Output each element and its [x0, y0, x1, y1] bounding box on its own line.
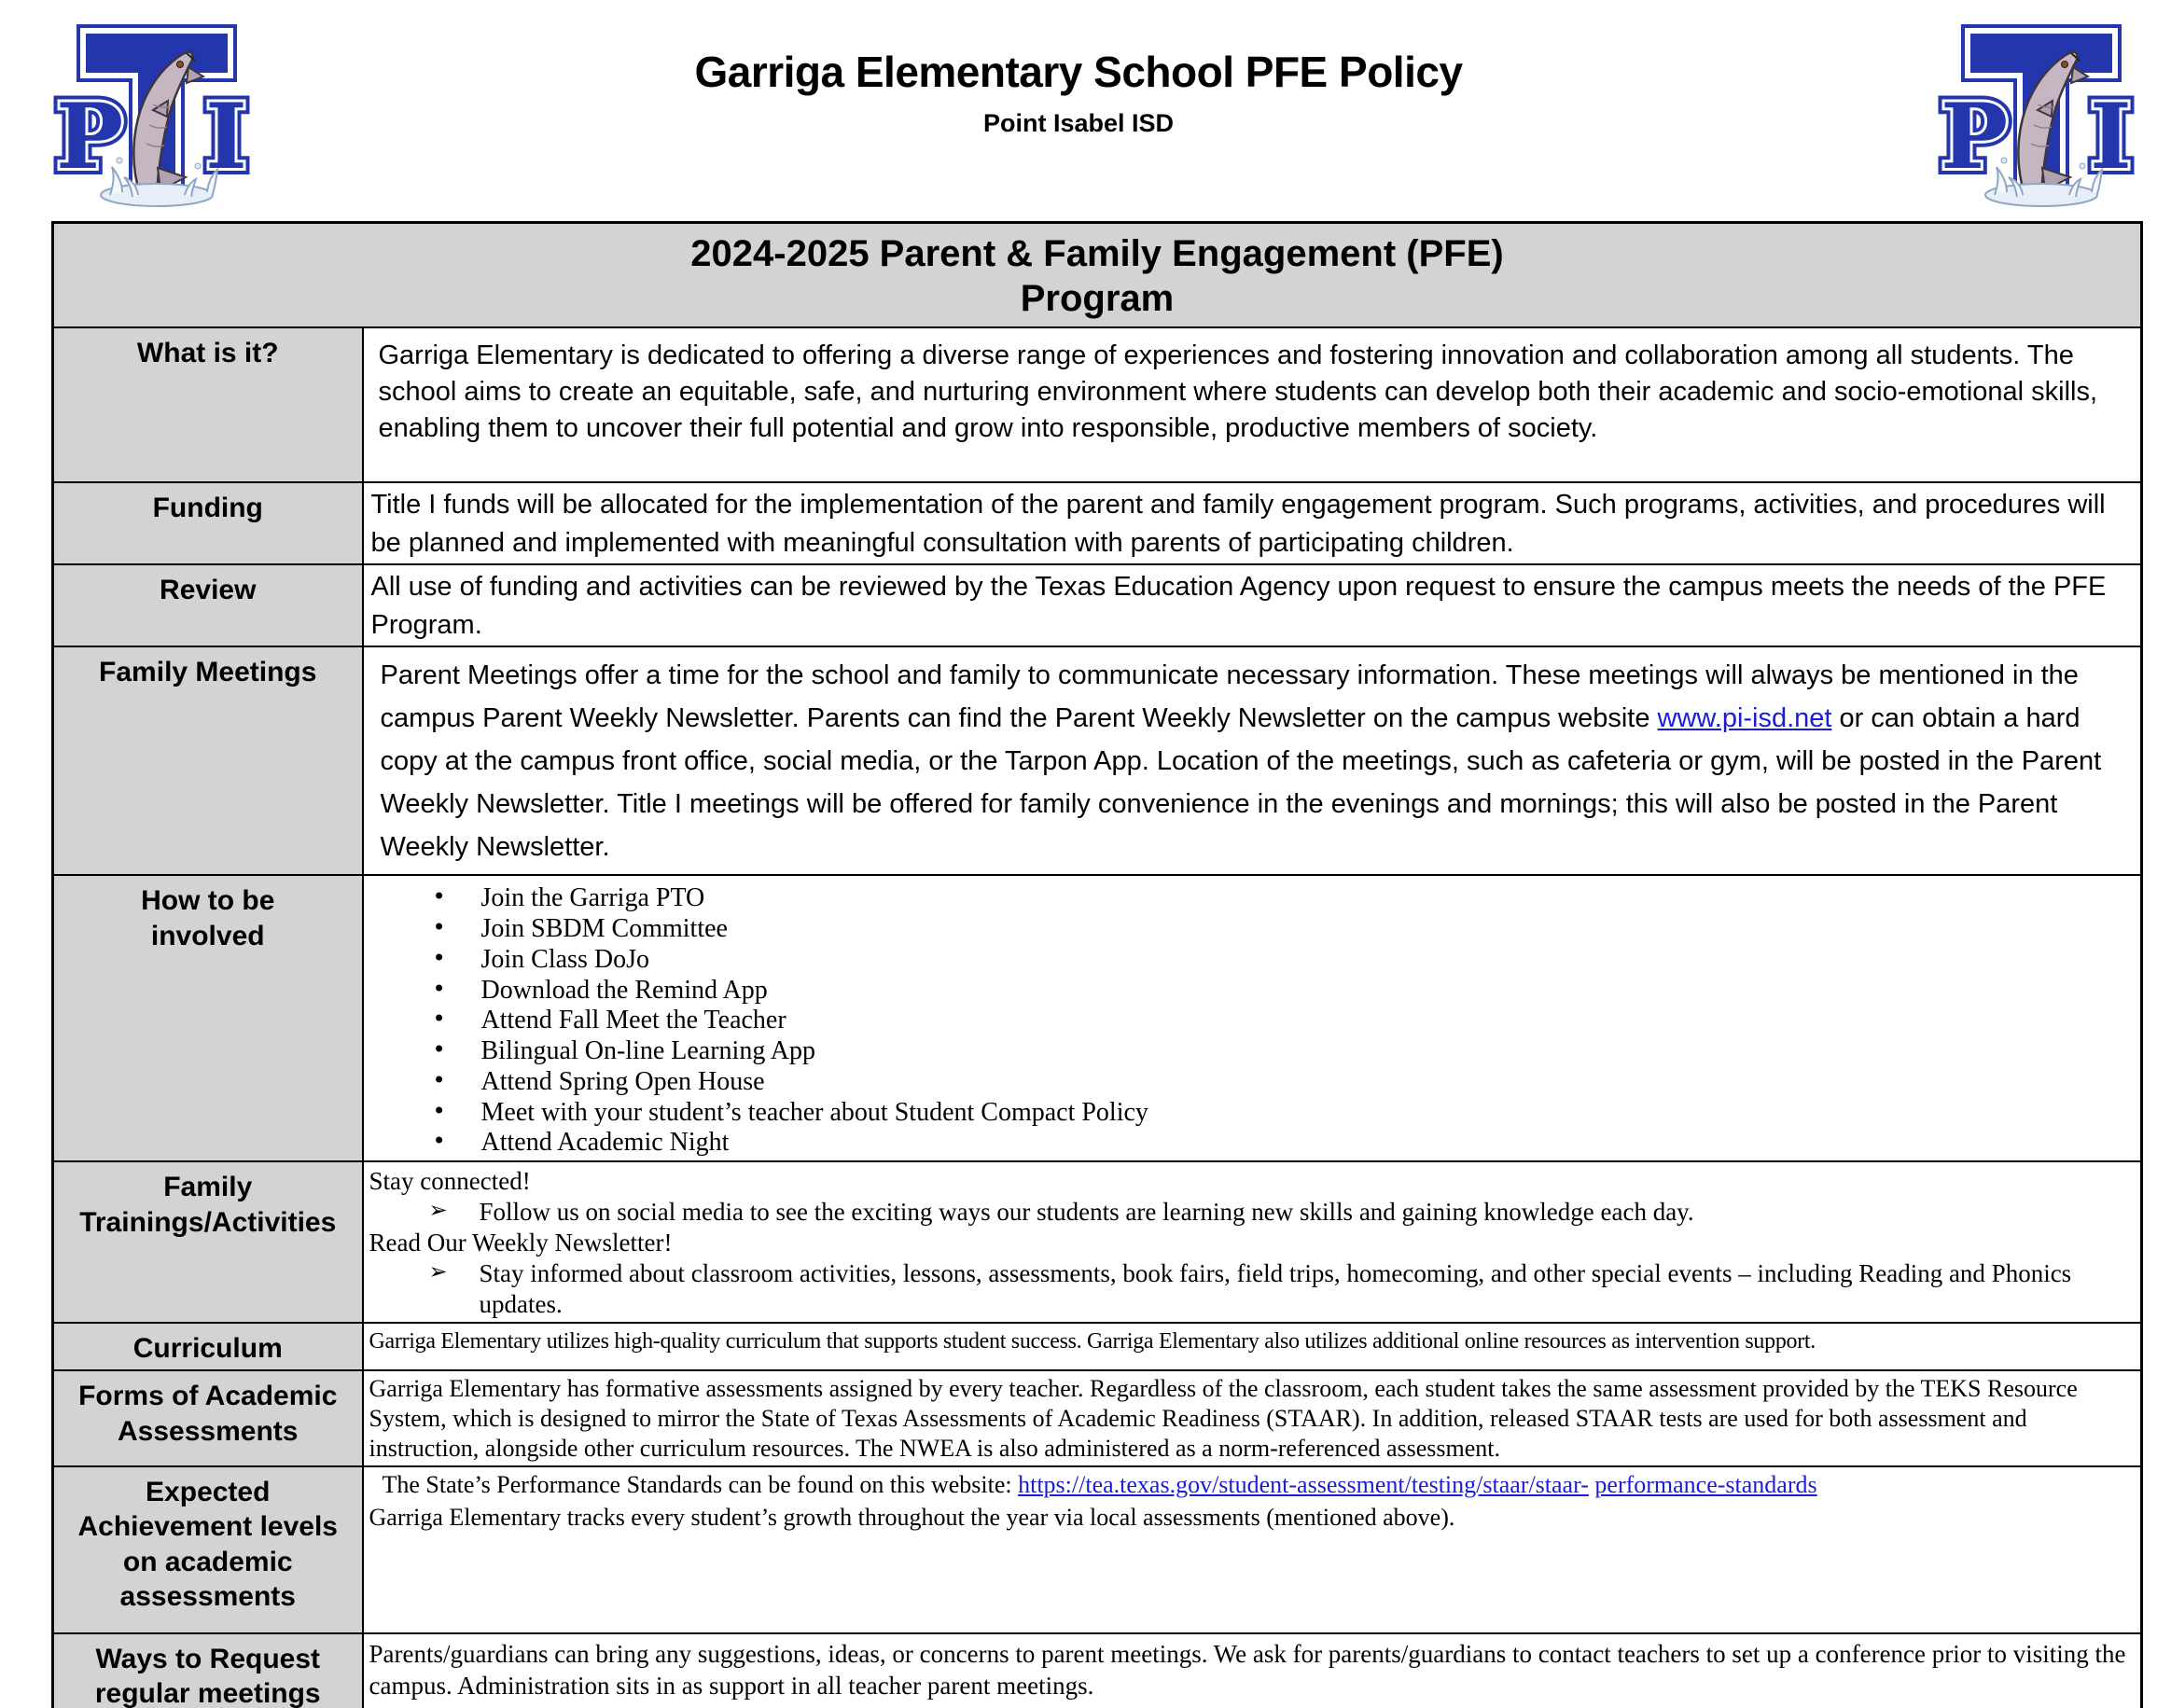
list-item: • Join SBDM Committee	[371, 914, 2134, 945]
row-content-family-meetings	[363, 646, 2142, 875]
list-item: • Attend Academic Night	[371, 1128, 2134, 1159]
row-label-how-involved: How to be involved	[53, 875, 363, 1161]
table-row-funding	[53, 482, 2142, 564]
row-content-review: All use of funding and activities can be reviewed by the Texas Education Agency upon request to ensure the campus meets the needs of the PFE Program.	[363, 564, 2142, 646]
row-label-trainings: Family Trainings/Activities	[53, 1161, 363, 1323]
list-item: • Attend Fall Meet the Teacher	[371, 1006, 2134, 1036]
header-line1: 2024-2025 Parent & Family Engagement (PFE)	[690, 233, 1504, 274]
row-label-curriculum: Curriculum	[53, 1323, 363, 1371]
list-item: • Meet with your student’s teacher about Student Compact Policy	[371, 1098, 2134, 1129]
table-row-expected	[53, 1466, 2142, 1633]
row-content-trainings	[363, 1161, 2142, 1323]
row-content-curriculum: Garriga Elementary utilizes high-quality curriculum that supports student success. Garriga Elementary also utilizes additional online resources as intervention support.	[363, 1323, 2142, 1371]
table-row-forms	[53, 1370, 2142, 1465]
pi-isd-website-link[interactable]: www.pi-isd.net	[1657, 703, 1832, 734]
trainings-item-2: ➢ Stay informed about classroom activities, lessons, assessments, book fairs, field trips, homecoming, and other special events – including Reading and Phonics updates.	[369, 1258, 2132, 1320]
page-subtitle: Point Isabel ISD	[982, 108, 1175, 137]
row-content-expected	[363, 1466, 2142, 1633]
list-item: • Attend Spring Open House	[371, 1067, 2134, 1098]
row-label-review: Review	[53, 564, 363, 646]
family-meetings-text-before: Parent Meetings offer a time for the school and family to communicate necessary information. These meetings will always be mentioned in the campus Parent Weekly Newsletter. Parents can find the Parent Weekly Newsletter on the campus website	[380, 660, 2079, 734]
list-item: • Download the Remind App	[371, 976, 2134, 1007]
table-header-row	[53, 223, 2142, 328]
list-item: • Join Class DoJo	[371, 945, 2134, 976]
header-line2: Program	[1020, 278, 1175, 319]
involvement-list	[371, 883, 2134, 1159]
row-label-family-meetings: Family Meetings	[53, 646, 363, 875]
expected-line-2: Garriga Elementary tracks every student’s growth throughout the year via local assessments (mentioned above).	[369, 1504, 1455, 1532]
table-row-ways	[53, 1633, 2142, 1708]
table-row-how-involved	[53, 875, 2142, 1161]
row-label-funding: Funding	[53, 482, 363, 564]
row-label-what-is-it: What is it?	[53, 327, 363, 482]
expected-line-1	[369, 1470, 2134, 1500]
table-header-cell	[53, 223, 2142, 328]
trainings-item-1: ➢ Follow us on social media to see the exciting ways our students are learning new skills and gaining knowledge each day.	[369, 1197, 2132, 1228]
list-item: • Join the Garriga PTO	[371, 883, 2134, 914]
row-label-forms: Forms of Academic Assessments	[53, 1370, 363, 1465]
row-label-expected: Expected Achievement levels on academic assessments	[53, 1466, 363, 1633]
title-block	[0, 49, 2157, 138]
row-label-ways: Ways to Request regular meetings	[53, 1633, 363, 1708]
trainings-intro-1: Stay connected!	[369, 1167, 531, 1196]
trainings-intro-2: Read Our Weekly Newsletter!	[369, 1229, 673, 1257]
expected-text-before: The State’s Performance Standards can be found on this website:	[382, 1470, 1019, 1498]
performance-standards-link[interactable]: performance-standards	[1594, 1470, 1817, 1498]
row-content-funding: Title I funds will be allocated for the implementation of the parent and family engagement program. Such programs, activities, and procedures will be planned and implemented with meaningful consultation with parents of participating children.	[363, 482, 2142, 564]
list-item: • Bilingual On-line Learning App	[371, 1036, 2134, 1067]
table-row-curriculum	[53, 1323, 2142, 1371]
table-row-what-is-it	[53, 327, 2142, 482]
table-row-trainings	[53, 1161, 2142, 1323]
row-content-ways: Parents/guardians can bring any suggestions, ideas, or concerns to parent meetings. We ask for parents/guardians to contact teachers to set up a conference prior to visiting the campus. Administration sits in as support in all teacher parent meetings.	[363, 1633, 2142, 1708]
tea-staar-link[interactable]: https://tea.texas.gov/student-assessment/testing/staar/staar-	[1018, 1470, 1589, 1498]
page-title: Garriga Elementary School PFE Policy	[694, 48, 1463, 96]
pfe-policy-table	[51, 221, 2143, 1708]
family-meetings-text-after: or can obtain a hard copy at the campus front office, social media, or the Tarpon App. Location of the meetings, such as cafeteria or gym, will be posted in the Parent Weekly Newsletter. Title I meetings will be offered for family convenience in the evenings and mornings; this will also be posted in the Parent Weekly Newsletter.	[380, 703, 2102, 862]
row-content-forms: Garriga Elementary has formative assessments assigned by every teacher. Regardless of the classroom, each student takes the same assessment provided by the TEKS Resource System, which is designed to mirror the State of Texas Assessments of Academic Readiness (STAAR). In addition, released STAAR tests are used for both assessment and instruction, alongside other curriculum resources. The NWEA is also administered as a norm-referenced assessment.	[363, 1370, 2142, 1465]
table-row-review	[53, 564, 2142, 646]
table-row-family-meetings	[53, 646, 2142, 875]
row-content-how-involved	[363, 875, 2142, 1161]
row-content-what-is-it: Garriga Elementary is dedicated to offering a diverse range of experiences and fostering innovation and collaboration among all students. The school aims to create an equitable, safe, and nurturing environment where students can develop both their academic and socio-emotional skills, enabling them to uncover their full potential and grow into responsible, productive members of society.	[363, 327, 2142, 482]
